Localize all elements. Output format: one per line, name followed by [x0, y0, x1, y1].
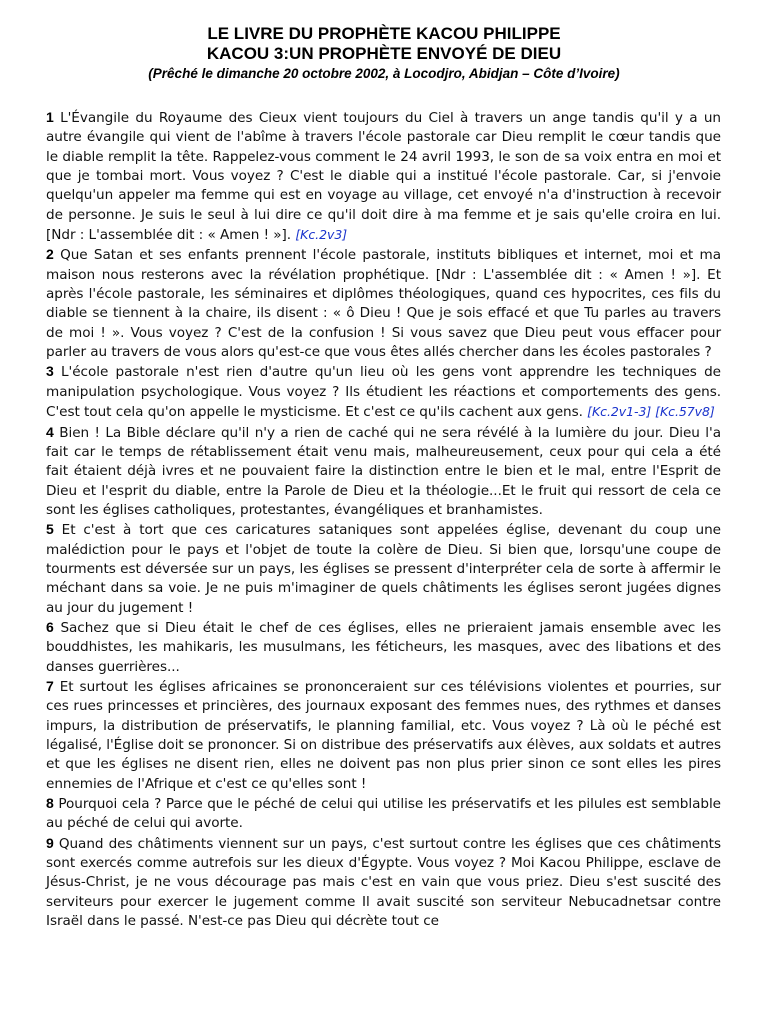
paragraph-text: Sachez que si Dieu était le chef de ces églises, elles ne prieraient jamais ensemble avec les bouddhistes, les mahikaris, les musulmans, les féticheurs, les masques, avec des libations et des danses guerrières...	[46, 619, 721, 675]
scripture-reference-link[interactable]: [Kc.2v3]	[295, 227, 348, 243]
paragraph-text: Pourquoi cela ? Parce que le péché de celui qui utilise les préservatifs et les pilules est semblable au péché de celui qui avorte.	[46, 796, 721, 832]
paragraph-number: 5	[46, 521, 54, 538]
paragraph-number: 6	[46, 618, 54, 635]
paragraph-5	[46, 520, 721, 618]
sermon-body	[46, 108, 721, 931]
paragraph-number: 1	[46, 109, 54, 125]
paragraph-text: Et surtout les églises africaines se prononceraient sur ces télévisions violentes et pourries, sur ces rues princesses et princières, des journaux exposant des femmes nues, des rythmes et danses impurs, la distribution de préservatifs, le planning familial, etc. Vous voyez ? Là où le péché est légalisé, l'Église doit se prononcer. Si on distribue des préservatifs aux élèves, aux soldats et autres et que les églises ne disent rien, elles ne doivent pas non plus prier sinon ce sont elles les pires ennemies de l'Afrique et c'est ce qu'elles sont !	[46, 678, 721, 792]
paragraph-9	[46, 834, 721, 932]
paragraph-text: L'école pastorale n'est rien d'autre qu'un lieu où les gens vont apprendre les techniques de manipulation psychologique. Vous voyez ? Ils étudient les réactions et comportements des gens. C'est tout cela qu'on appelle le mysticisme. Et c'est ce qu'ils cachent aux gens.	[46, 364, 721, 421]
paragraph-text: Quand des châtiments viennent sur un pays, c'est surtout contre les églises que ces châtiments sont exercés comme autrefois sur les dieux d'Égypte. Vous voyez ? Moi Kacou Philippe, esclave de Jésus-Christ, je ne vous décourage pas mais c'est en vain que vous priez. Dieu s'est suscité des serviteurs pour exercer le jugement comme Il avait suscité son serviteur Nebucadnetsar contre Israël dans le passé. N'est-ce pas Dieu qui décrète tout ce	[46, 835, 721, 930]
sermon-date-location: (Prêché le dimanche 20 octobre 2002, à Locodjro, Abidjan – Côte d’Ivoire)	[148, 66, 620, 81]
paragraph-number: 4	[46, 423, 54, 440]
paragraph-4	[46, 423, 721, 521]
paragraph-text: Et c'est à tort que ces caricatures sataniques sont appelées église, devenant du coup une malédiction pour le pays et l'objet de toute la colère de Dieu. Si bien que, lorsqu'une coupe de tourments est déversée sur un pays, les églises se pressent d'interpréter cela de sorte à affermir le méchant dans sa voie. Je ne puis m'imaginer de quels châtiments les églises seront jugées dignes au jour du jugement !	[46, 522, 721, 616]
paragraph-6	[46, 618, 721, 677]
paragraph-text: Que Satan et ses enfants prennent l'école pastorale, instituts bibliques et internet, moi et ma maison nous resterons avec la révélation prophétique. [Ndr : L'assemblée dit : « Amen ! »]. Et après l'école pastorale, les séminaires et diplômes théologiques, quand ces hypocrites, ces fils du diable se tiennent à la chaire, ils disent : « ô Dieu ! Que je sois effacé et que Tu parles au travers de moi ! ». Vous voyez ? C'est de la confusion ! Si vous savez que Dieu peut vous effacer pour parler au travers de vous alors qu'est-ce que vous êtes allés chercher dans les écoles pastorales ?	[46, 247, 721, 361]
paragraph-number: 8	[46, 795, 54, 812]
paragraph-number: 2	[46, 246, 54, 263]
paragraph-number: 7	[46, 677, 54, 694]
paragraph-1	[46, 108, 721, 245]
paragraph-number: 3	[46, 363, 54, 380]
scripture-reference-link[interactable]: [Kc.2v1-3] [Kc.57v8]	[587, 404, 715, 420]
paragraph-7	[46, 677, 721, 794]
paragraph-number: 9	[46, 834, 54, 851]
paragraph-3	[46, 362, 721, 422]
document-header	[0, 24, 768, 83]
paragraph-text: L'Évangile du Royaume des Cieux vient toujours du Ciel à travers un ange tandis qu'il y a un autre évangile qui vient de l'abîme à travers l'école pastorale car Dieu remplit le cœur tandis que le diable remplit la tête. Rappelez-vous comment le 24 avril 1993, le son de sa voix entra en moi et que je tombai mort. Vous voyez ? C'est le diable qui a institué l'école pastorale. Car, si j'envoie quelqu'un appeler ma femme qui est en voyage au village, cet envoyé n'a d'instruction à recevoir de personne. Je suis le seul à lui dire ce qu'il doit dire à ma femme et je sais qu'elle croira en lui. [Ndr : L'assemblée dit : « Amen ! »].	[46, 110, 721, 244]
sermon-title: KACOU 3:UN PROPHÈTE ENVOYÉ DE DIEU	[206, 44, 562, 63]
paragraph-2	[46, 245, 721, 362]
paragraph-8	[46, 794, 721, 834]
book-title: LE LIVRE DU PROPHÈTE KACOU PHILIPPE	[207, 24, 561, 43]
paragraph-text: Bien ! La Bible déclare qu'il n'y a rien de caché qui ne sera révélé à la lumière du jour. Dieu l'a fait car le temps de rétablissement était venu mais, malheureusement, ceux pour qui cela a été fait étaient déjà ivres et ne pouvaient faire la distinction entre le bien et le mal, entre l'Esprit de Dieu et l'esprit du diable, entre la Parole de Dieu et la théologie...Et le fruit qui ressort de cela ce sont les églises catholiques, protestantes, évangéliques et branhamistes.	[46, 424, 722, 518]
